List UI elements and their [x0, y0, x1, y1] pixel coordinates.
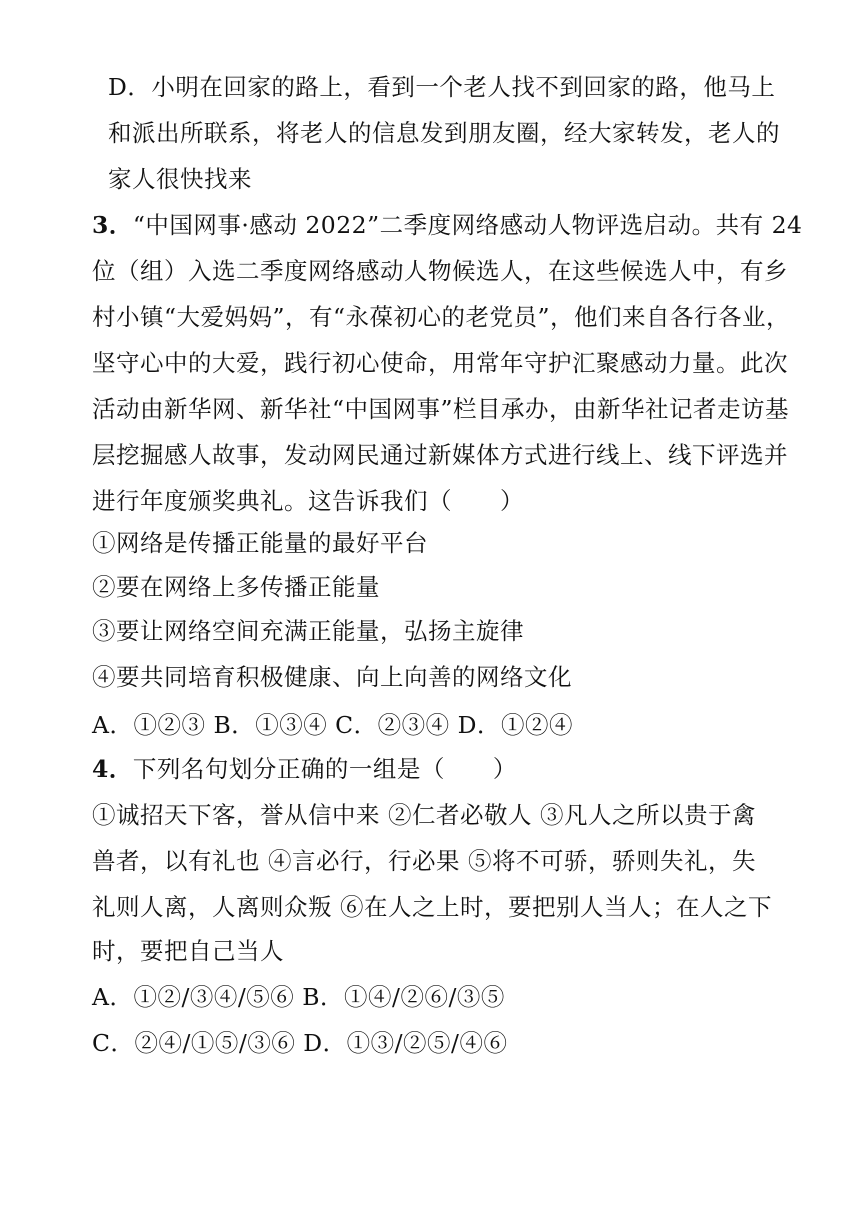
q4-number: 4．: [92, 755, 133, 783]
q3-stem-line-3: 村小镇“大爱妈妈”，有“永葆初心的老党员”，他们来自各行各业，: [92, 303, 791, 331]
q3-stem-line-1: [92, 210, 803, 240]
q3-statement-3: ③要让网络空间充满正能量，弘扬主旋律: [92, 617, 524, 645]
q3-stem-line-7: 进行年度颁奖典礼。这告诉我们（ ）: [92, 487, 524, 515]
q4-body-line-2: 兽者，以有礼也 ④言必行，行必果 ⑤将不可骄，骄则失礼，失: [92, 847, 756, 875]
q4-stem: [92, 754, 517, 784]
q3-statement-1: ①网络是传播正能量的最好平台: [92, 529, 428, 557]
q2-option-d-line-2: 和派出所联系，将老人的信息发到朋友圈，经大家转发，老人的: [108, 119, 780, 147]
q3-number: 3．: [92, 211, 133, 239]
q3-stem-text-1: “中国网事·感动 2022”二季度网络感动人物评选启动。共有 24: [132, 211, 803, 239]
q3-stem-line-2: 位（组）入选二季度网络感动人物候选人，在这些候选人中，有乡: [92, 257, 788, 285]
q4-body-line-1: ①诚招天下客，誉从信中来 ②仁者必敬人 ③凡人之所以贵于禽: [92, 801, 756, 829]
q4-body-line-3: 礼则人离，人离则众叛 ⑥在人之上时，要把别人当人；在人之下: [92, 893, 772, 921]
q3-stem-line-6: 层挖掘感人故事，发动网民通过新媒体方式进行线上、线下评选并: [92, 441, 788, 469]
q3-choices: A．①②③ B．①③④ C．②③④ D．①②④: [92, 711, 573, 739]
q4-choices-line-1: A．①②/③④/⑤⑥ B．①④/②⑥/③⑤: [92, 983, 505, 1011]
q4-choices-line-2: C．②④/①⑤/③⑥ D．①③/②⑤/④⑥: [92, 1029, 508, 1057]
q2-option-d-line-1: D．小明在回家的路上，看到一个老人找不到回家的路，他马上: [108, 73, 776, 101]
q4-body-line-4: 时，要把自己当人: [92, 937, 284, 965]
q2-option-d-line-3: 家人很快找来: [108, 165, 252, 193]
q3-statement-4: ④要共同培育积极健康、向上向善的网络文化: [92, 663, 572, 691]
q3-statement-2: ②要在网络上多传播正能量: [92, 573, 380, 601]
q3-stem-line-5: 活动由新华网、新华社“中国网事”栏目承办，由新华社记者走访基: [92, 395, 790, 423]
q3-stem-line-4: 坚守心中的大爱，践行初心使命，用常年守护汇聚感动力量。此次: [92, 349, 788, 377]
q4-stem-text: 下列名句划分正确的一组是（ ）: [132, 755, 517, 783]
